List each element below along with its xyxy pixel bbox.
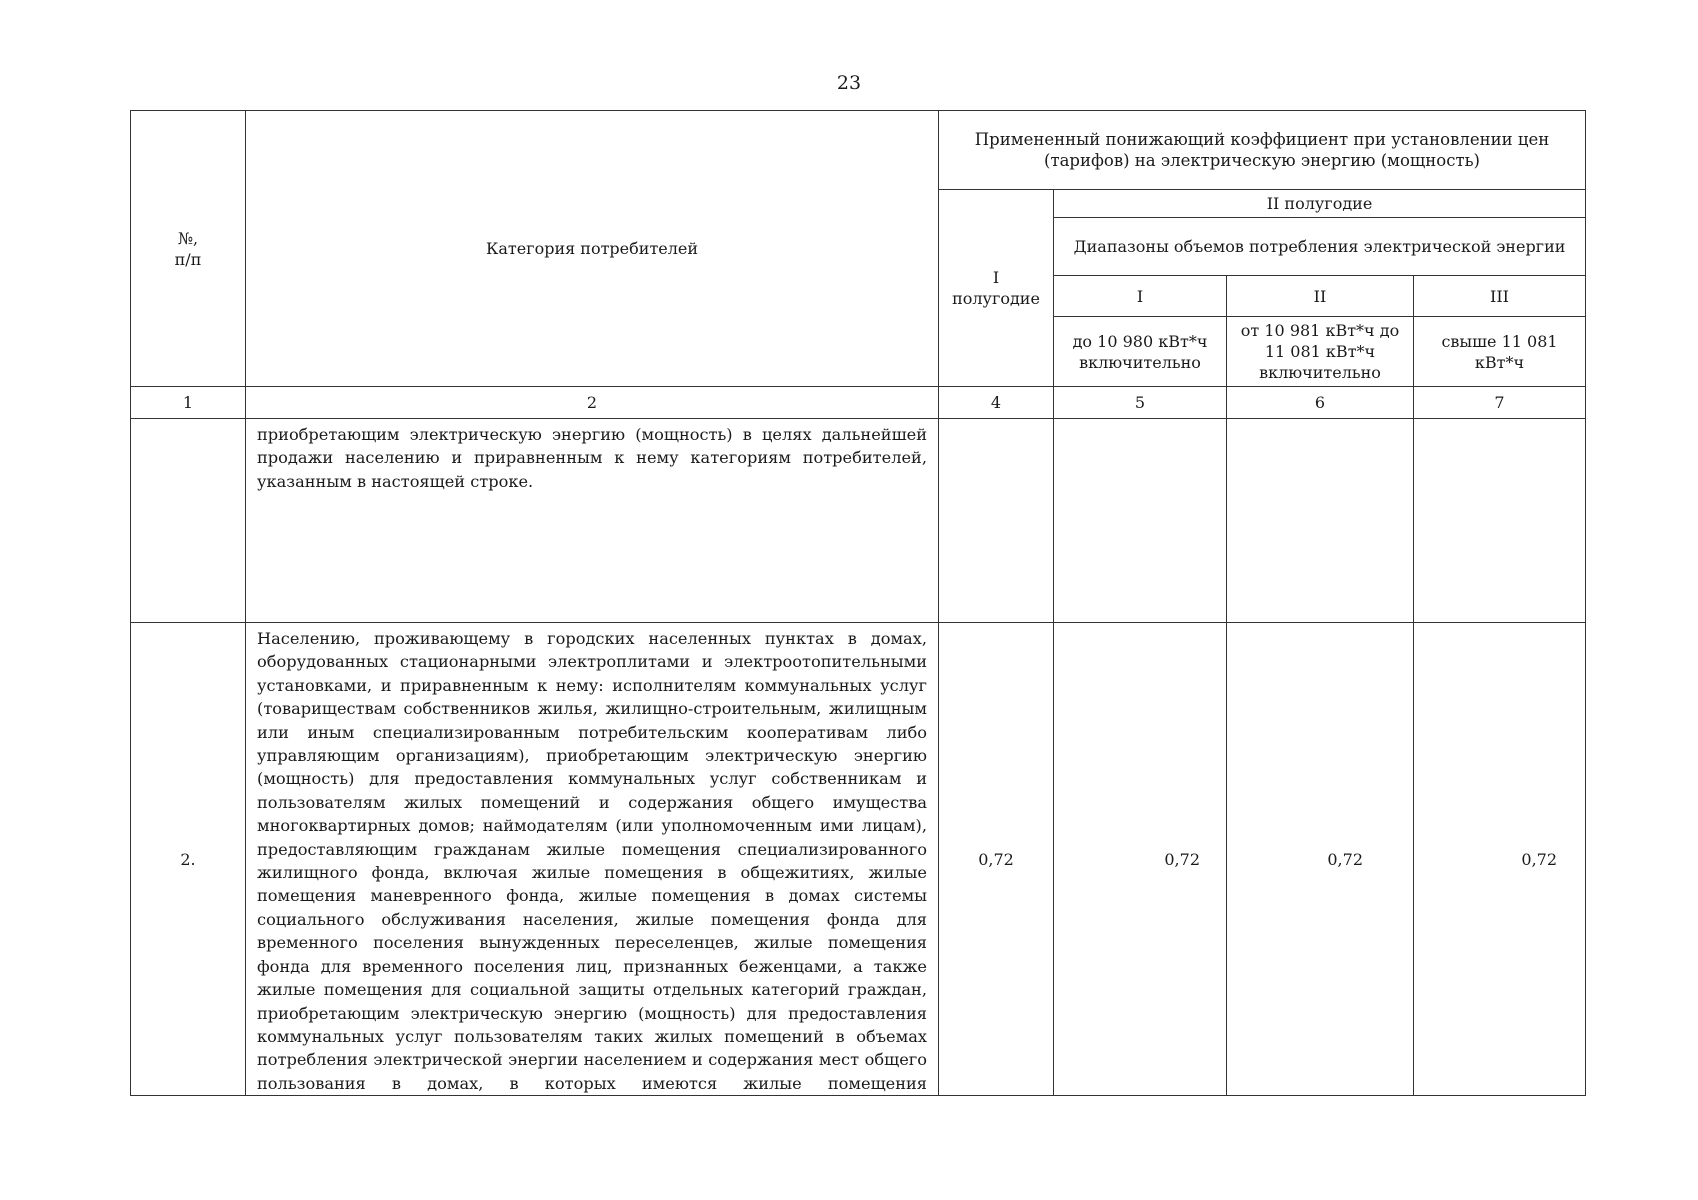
category-line: приобретающим электрическую энергию (мощность) в целях дальнейшей	[257, 425, 927, 444]
header-range-2-label: II	[1313, 286, 1327, 306]
header-range-3-desc	[1414, 317, 1586, 387]
header-ranges	[1054, 218, 1586, 276]
row-range-1-value	[1054, 419, 1227, 623]
column-number: 5	[1054, 387, 1227, 419]
header-range-3	[1414, 276, 1586, 317]
category-line: социального обслуживания населения, жилые помещения фонда для	[257, 909, 927, 929]
column-number-row	[131, 387, 1586, 419]
row-category	[246, 419, 939, 623]
category-line: указанным в настоящей строке.	[257, 471, 534, 491]
column-number: 1	[131, 387, 246, 419]
column-number: 2	[246, 387, 939, 419]
column-number: 4	[939, 387, 1054, 419]
category-line: помещения маневренного фонда, жилые помещения в домах системы	[257, 886, 927, 906]
header-range-3-label: III	[1490, 286, 1509, 306]
header-number	[131, 111, 246, 387]
header-half1-label: I полугодие	[952, 268, 1040, 308]
category-line: многоквартирных домов; наймодателям (или уполномоченным ими лицам),	[257, 816, 927, 836]
header-category	[246, 111, 939, 387]
header-half2-label: II полугодие	[1266, 194, 1373, 213]
header-coefficient-label: Примененный понижающий коэффициент при установлении цен (тарифов) на электрическую энергию (мощность)	[974, 130, 1550, 170]
page-number: 23	[836, 72, 862, 94]
category-line: приобретающим электрическую энергию (мощность) для предоставления	[257, 1003, 927, 1023]
header-range-3-desc-text: свыше 11 081 кВт*ч	[1441, 331, 1558, 372]
header-number-label: №, п/п	[174, 228, 202, 269]
header-range-2	[1227, 276, 1414, 317]
category-line: временного поселения вынужденных переселенцев, жилые помещения	[257, 933, 927, 953]
category-line: оборудованных стационарными электроплитами и электроотопительными	[257, 652, 927, 672]
category-line: потребления электрической энергии населением и содержания мест общего	[257, 1050, 927, 1070]
header-coefficient	[939, 111, 1586, 190]
header-range-2-desc-text: от 10 981 кВт*ч до 11 081 кВт*ч включительно	[1240, 321, 1400, 382]
header-range-1-desc	[1054, 317, 1227, 387]
category-line: или иным специализированным потребительским кооперативам либо	[257, 722, 927, 742]
header-category-label: Категория потребителей	[485, 239, 699, 258]
table-row	[131, 623, 1586, 1096]
header-ranges-label: Диапазоны объемов потребления электрической энергии	[1073, 237, 1566, 256]
category-line: продажи населению и приравненным к нему категориям потребителей,	[257, 448, 927, 468]
category-line: предоставляющим гражданам жилые помещения специализированного	[257, 839, 927, 859]
header-range-1-desc-text: до 10 980 кВт*ч включительно	[1072, 331, 1208, 372]
row-number	[131, 419, 246, 623]
category-line: пользования в домах, в которых имеются жилые помещения	[257, 1073, 927, 1093]
category-line: (мощность) для предоставления коммунальных услуг собственникам и	[257, 769, 927, 789]
row-half1-value: 0,72	[939, 623, 1054, 1096]
header-half2	[1054, 190, 1586, 218]
category-line: пользователям жилых помещений и содержания общего имущества	[257, 792, 927, 812]
category-line: фонда для временного поселения лиц, признанных беженцами, а также	[257, 956, 927, 976]
category-line: установками, и приравненным к нему: исполнителям коммунальных услуг	[257, 675, 927, 695]
row-range-2-value	[1227, 419, 1414, 623]
header-range-1	[1054, 276, 1227, 317]
header-half1	[939, 190, 1054, 387]
category-line: жилищного фонда, включая жилые помещения в общежитиях, жилые	[257, 863, 927, 883]
category-line: (товариществам собственников жилья, жилищно-строительным, жилищным	[257, 699, 927, 719]
header-range-1-label: I	[1136, 286, 1144, 306]
category-line: управляющим организациям), приобретающим электрическую энергию	[257, 746, 927, 766]
row-range-2-value: 0,72	[1227, 623, 1414, 1096]
row-category	[246, 623, 939, 1096]
row-range-3-value	[1414, 419, 1586, 623]
table-row	[131, 419, 1586, 623]
header-range-2-desc	[1227, 317, 1414, 387]
row-range-3-value: 0,72	[1414, 623, 1586, 1096]
row-number: 2.	[131, 623, 246, 1096]
column-number: 7	[1414, 387, 1586, 419]
row-range-1-value: 0,72	[1054, 623, 1227, 1096]
category-line: Населению, проживающему в городских населенных пунктах в домах,	[257, 629, 927, 648]
category-line: жилые помещения для социальной защиты отдельных категорий граждан,	[257, 980, 927, 1000]
row-half1-value	[939, 419, 1054, 623]
category-line: коммунальных услуг пользователям таких жилых помещений в объемах	[257, 1026, 927, 1046]
column-number: 6	[1227, 387, 1414, 419]
tariff-coefficient-table	[130, 110, 1586, 1096]
